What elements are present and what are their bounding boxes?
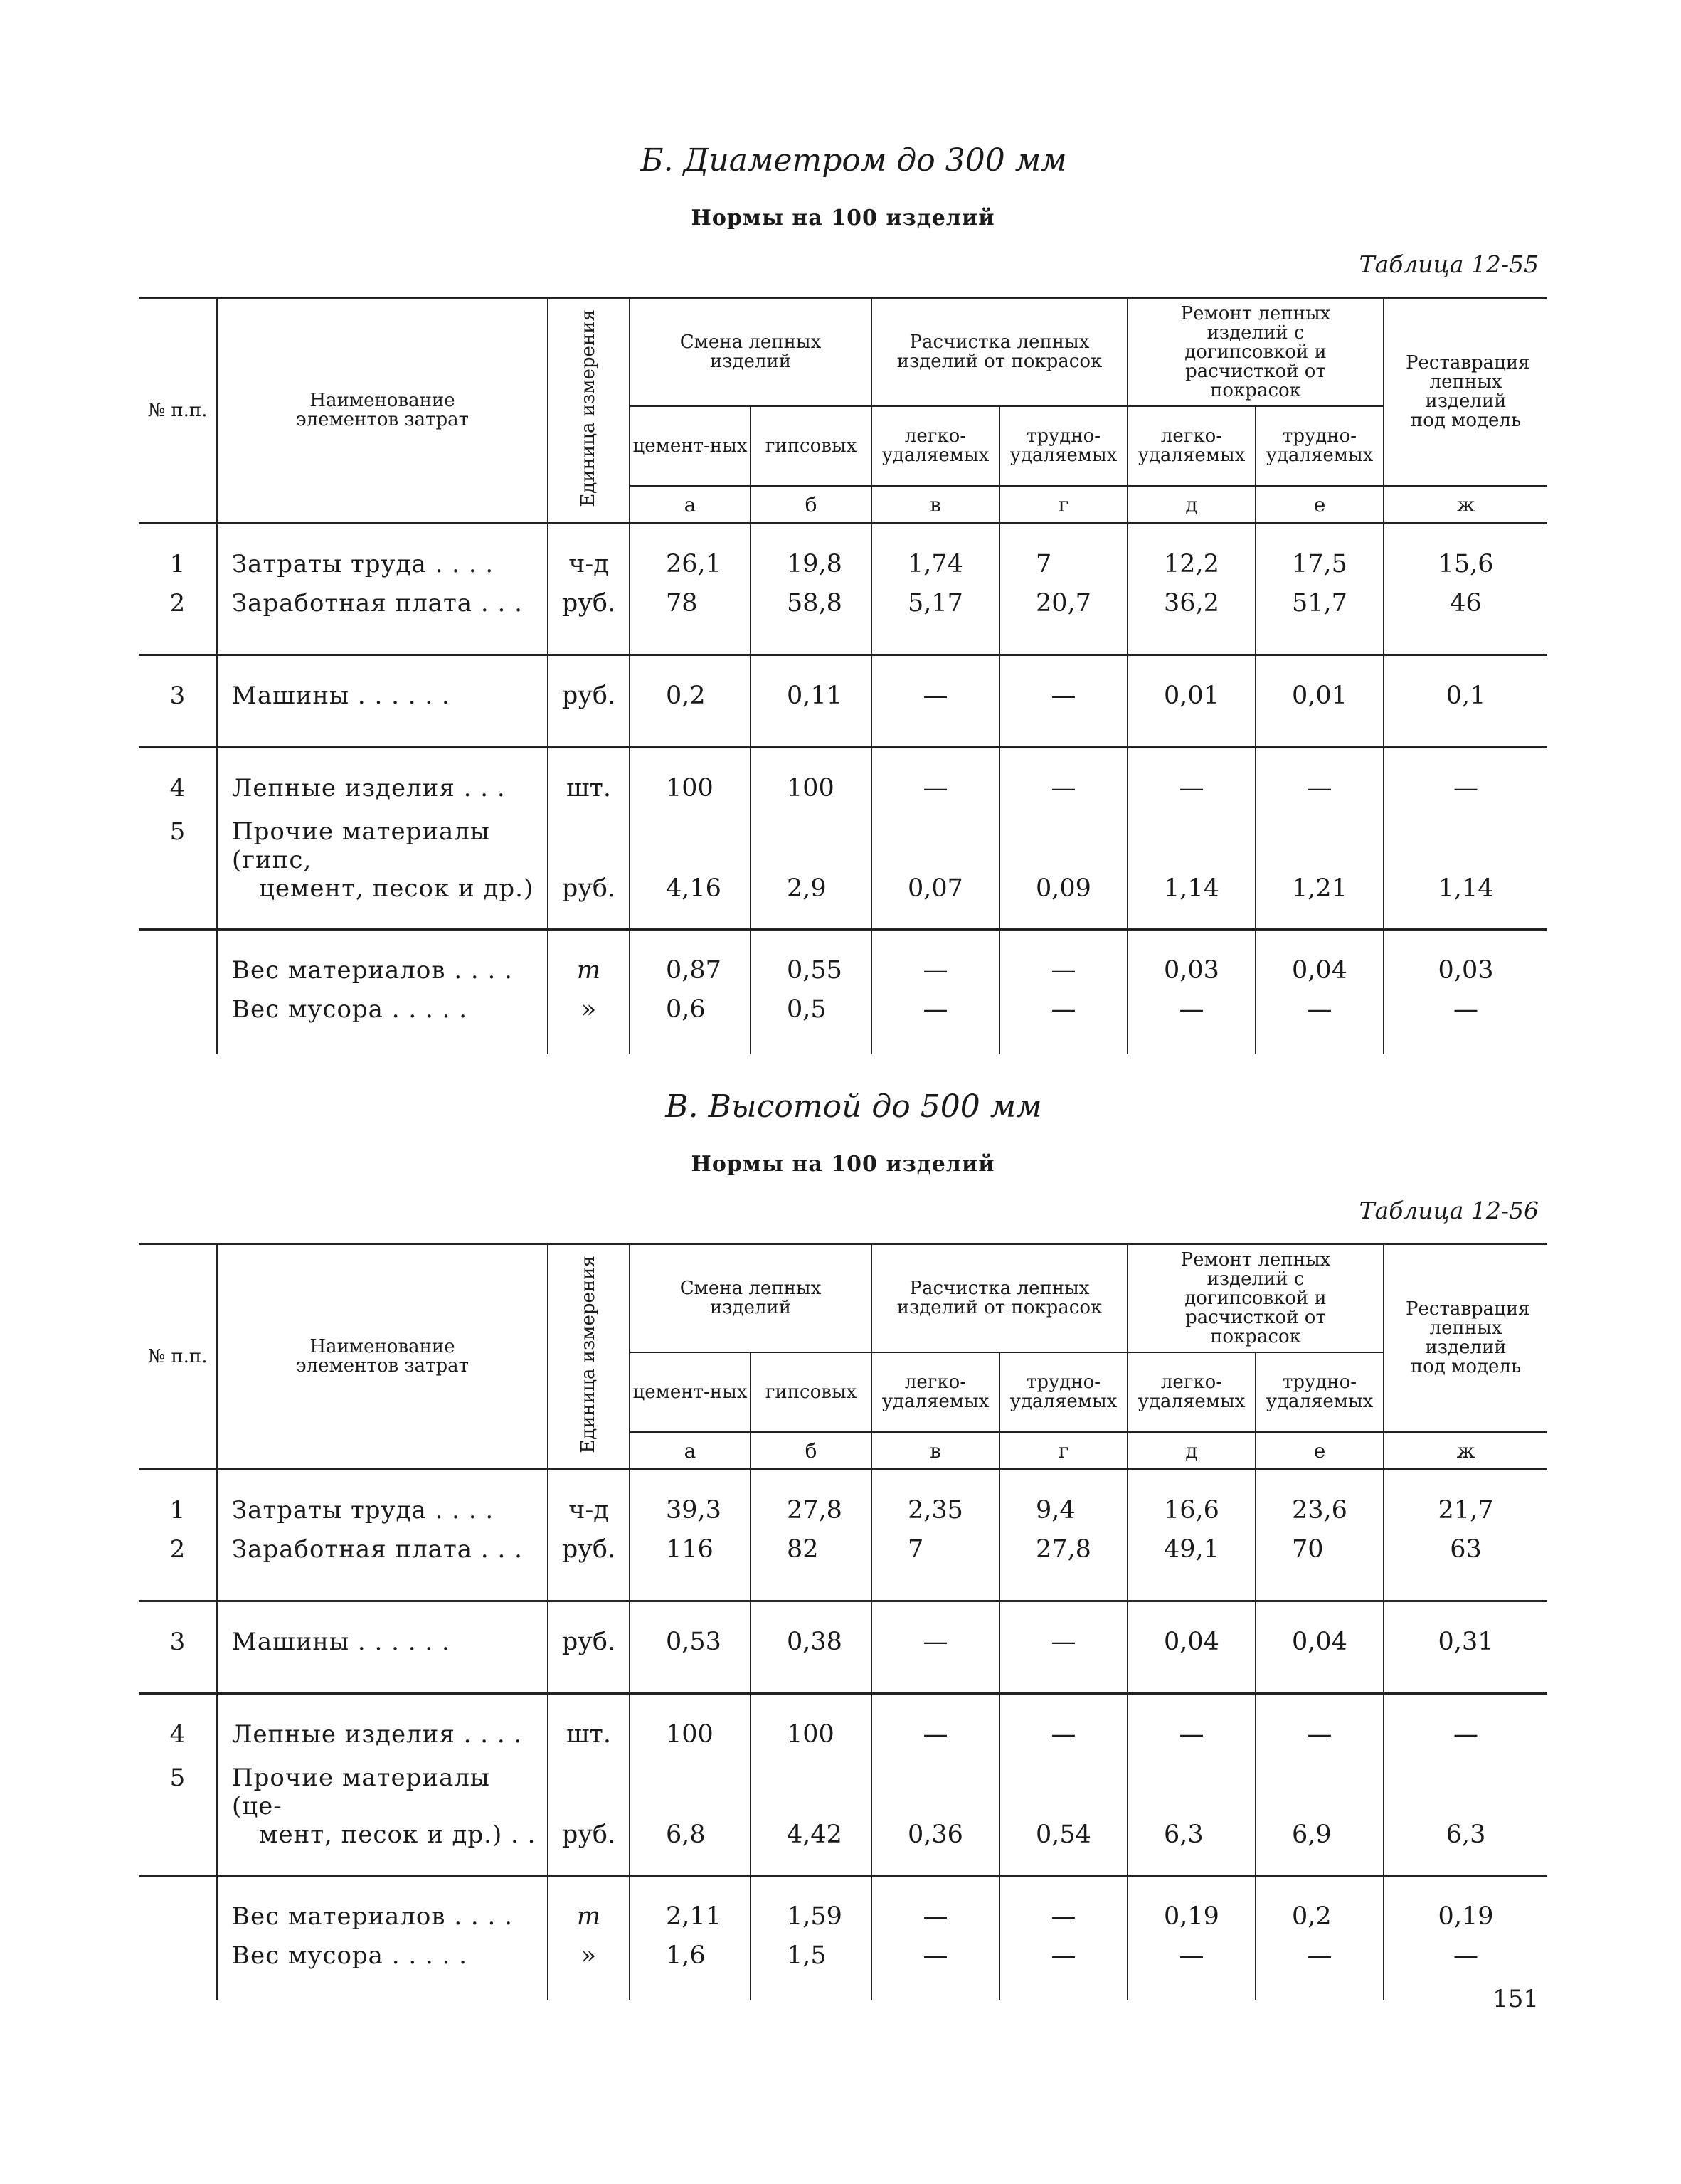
table-number: Таблица 12-56 [1359, 1197, 1539, 1224]
column-letter: ж [1384, 486, 1547, 524]
row-value: — [999, 1694, 1128, 1760]
row-name-line2: мент, песок и др.) . . [259, 1820, 536, 1849]
header-sub-hard: трудно-удаляемых [999, 406, 1128, 486]
row-value: 100 [751, 748, 871, 814]
column-letter: е [1256, 486, 1384, 524]
column-letter: в [871, 1432, 999, 1470]
column-letter: ж [1384, 1432, 1547, 1470]
row-num: 3 [139, 655, 217, 748]
row-value: 7 [871, 1535, 999, 1601]
row-value: 4,42 [751, 1759, 871, 1876]
row-value: 0,6 [630, 995, 751, 1054]
table-row [139, 1470, 1547, 1536]
row-value: 20,7 [999, 589, 1128, 655]
row-value: 0,5 [751, 995, 871, 1054]
row-num: 1 [169, 550, 186, 578]
row-unit: » [548, 995, 630, 1054]
row-value: — [871, 995, 999, 1054]
row-name: Вес материалов . . . . [217, 1876, 548, 1942]
row-value: 6,3 [1128, 1759, 1256, 1876]
row-value: — [871, 1601, 999, 1694]
header-num: № п.п. [139, 1244, 217, 1470]
row-value: 0,53 [630, 1601, 751, 1694]
table-row [139, 524, 1547, 590]
row-value: 100 [630, 1694, 751, 1760]
row-value: 116 [630, 1535, 751, 1601]
header-unit [548, 1244, 630, 1470]
row-value: 4,16 [630, 813, 751, 930]
header-group-clean: Расчистка лепных изделий от покрасок [871, 298, 1128, 407]
column-letter: а [630, 486, 751, 524]
row-value: 0,01 [1128, 655, 1256, 748]
header-group-clean: Расчистка лепных изделий от покрасок [871, 1244, 1128, 1353]
row-value: — [999, 995, 1128, 1054]
row-value: 0,19 [1384, 1876, 1547, 1942]
row-unit: ч-д [548, 1470, 630, 1536]
column-letter: д [1128, 1432, 1256, 1470]
row-value: 0,55 [751, 930, 871, 996]
row-value: — [999, 1876, 1128, 1942]
row-value: 2,35 [871, 1470, 999, 1536]
table-row [139, 813, 1547, 930]
header-sub-easy: легко-удаляемых [1128, 1352, 1256, 1432]
row-value: — [999, 1941, 1128, 2000]
row-value: — [1384, 995, 1547, 1054]
row-unit: шт. [548, 748, 630, 814]
row-name: Лепные изделия . . . [217, 748, 548, 814]
row-name: Вес мусора . . . . . [217, 995, 548, 1054]
row-value: 1,6 [630, 1941, 751, 2000]
row-value: 1,59 [751, 1876, 871, 1942]
header-sub-cement: цемент-ных [630, 1352, 751, 1432]
table-row [139, 1601, 1547, 1694]
header-group-replace: Смена лепных изделий [630, 298, 871, 407]
header-num: № п.п. [139, 298, 217, 524]
table-row [139, 995, 1547, 1054]
row-name: Затраты труда . . . . [217, 524, 548, 590]
row-value: 27,8 [999, 1535, 1128, 1601]
row-value: 49,1 [1128, 1535, 1256, 1601]
row-unit: шт. [548, 1694, 630, 1760]
row-value: — [1256, 995, 1384, 1054]
row-value: 1,21 [1256, 813, 1384, 930]
row-num [139, 1876, 217, 1942]
section-table-12-56 [139, 1088, 1547, 2000]
column-letter: г [999, 1432, 1128, 1470]
table-row [139, 655, 1547, 748]
header-group-repair: Ремонт лепных изделий с догипсовкой и расчисткой от покрасок [1128, 1244, 1384, 1353]
row-value: — [871, 748, 999, 814]
header-sub-hard: трудно-удаляемых [1256, 1352, 1384, 1432]
row-value: 2,11 [630, 1876, 751, 1942]
header-sub-gypsum: гипсовых [751, 406, 871, 486]
row-name: Затраты труда . . . . [217, 1470, 548, 1536]
section-title: Б. Диаметром до 300 мм [640, 142, 1067, 179]
row-name [217, 1759, 548, 1876]
row-value: 0,31 [1384, 1601, 1547, 1694]
row-value: 9,4 [999, 1470, 1128, 1536]
header-sub-hard: трудно-удаляемых [999, 1352, 1128, 1432]
row-name: Вес мусора . . . . . [217, 1941, 548, 2000]
header-sub-gypsum: гипсовых [751, 1352, 871, 1432]
row-value: — [1128, 1694, 1256, 1760]
row-num [139, 995, 217, 1054]
row-num: 3 [139, 1601, 217, 1694]
row-unit: руб. [548, 589, 630, 655]
row-value: — [999, 748, 1128, 814]
row-value: — [999, 930, 1128, 996]
row-unit: руб. [548, 813, 630, 930]
row-name: Вес материалов . . . . [217, 930, 548, 996]
table-row [139, 1876, 1547, 1942]
page-number: 151 [1492, 1985, 1539, 2013]
row-value: 63 [1384, 1535, 1547, 1601]
row-value: 19,8 [751, 524, 871, 590]
section-subtitle: Нормы на 100 изделий [691, 1152, 995, 1177]
row-value: 100 [630, 748, 751, 814]
section-title: В. Высотой до 500 мм [665, 1088, 1042, 1125]
row-value: 0,07 [871, 813, 999, 930]
column-letter: б [751, 486, 871, 524]
row-value: 27,8 [751, 1470, 871, 1536]
row-num: 5 [139, 813, 217, 930]
header-sub-cement: цемент-ных [630, 406, 751, 486]
row-value: — [871, 930, 999, 996]
row-value: 0,03 [1128, 930, 1256, 996]
header-sub-easy: легко-удаляемых [871, 1352, 999, 1432]
row-value: 58,8 [751, 589, 871, 655]
row-value: 16,6 [1128, 1470, 1256, 1536]
header-group-restore: Реставрация лепных изделий под модель [1384, 1244, 1547, 1433]
row-value: 5,17 [871, 589, 999, 655]
row-unit: руб. [548, 1601, 630, 1694]
row-value: — [1384, 1694, 1547, 1760]
header-group-restore: Реставрация лепных изделий под модель [1384, 298, 1547, 487]
row-name [217, 813, 548, 930]
row-num: 2 [139, 1535, 217, 1601]
row-value: — [1256, 1941, 1384, 2000]
column-letter: в [871, 486, 999, 524]
row-value: 6,8 [630, 1759, 751, 1876]
row-value: 6,9 [1256, 1759, 1384, 1876]
row-num: 5 [139, 1759, 217, 1876]
row-value: 23,6 [1256, 1470, 1384, 1536]
row-num: 4 [169, 1720, 186, 1749]
header-sub-easy: легко-удаляемых [871, 406, 999, 486]
row-value: 6,3 [1384, 1759, 1547, 1876]
row-value: 2,9 [751, 813, 871, 930]
row-unit: т [548, 1876, 630, 1942]
row-unit: руб. [548, 655, 630, 748]
table-row [139, 1535, 1547, 1601]
table-row [139, 589, 1547, 655]
table-row [139, 1941, 1547, 2000]
row-num: 1 [169, 1496, 186, 1525]
row-value: 17,5 [1256, 524, 1384, 590]
table-row [139, 1694, 1547, 1760]
row-value: 0,19 [1128, 1876, 1256, 1942]
norms-table [139, 1243, 1547, 2000]
header-name: Наименование элементов затрат [217, 1244, 548, 1470]
column-letter: е [1256, 1432, 1384, 1470]
row-value: — [1128, 1941, 1256, 2000]
section-table-12-55 [139, 142, 1547, 1054]
row-num: 2 [139, 589, 217, 655]
row-value: 1,74 [871, 524, 999, 590]
row-unit: руб. [548, 1535, 630, 1601]
row-name: Лепные изделия . . . . [217, 1694, 548, 1760]
column-letter: д [1128, 486, 1256, 524]
row-value: 0,11 [751, 655, 871, 748]
row-name: Машины . . . . . . [217, 1601, 548, 1694]
row-value: 70 [1256, 1535, 1384, 1601]
header-sub-easy: легко-удаляемых [1128, 406, 1256, 486]
row-value: 0,03 [1384, 930, 1547, 996]
row-value: — [1384, 1941, 1547, 2000]
row-value: 100 [751, 1694, 871, 1760]
row-value: 1,14 [1128, 813, 1256, 930]
row-value: 0,38 [751, 1601, 871, 1694]
row-value: 0,1 [1384, 655, 1547, 748]
header-group-replace: Смена лепных изделий [630, 1244, 871, 1353]
row-value: 0,04 [1256, 1601, 1384, 1694]
row-num [139, 1941, 217, 2000]
row-value: 0,2 [1256, 1876, 1384, 1942]
row-value: — [999, 655, 1128, 748]
row-name-line1: Прочие материалы (це- [232, 1764, 490, 1820]
table-row [139, 1759, 1547, 1876]
row-value: 12,2 [1128, 524, 1256, 590]
column-letter: г [999, 486, 1128, 524]
row-value: 78 [630, 589, 751, 655]
row-value: — [1384, 748, 1547, 814]
header-name: Наименование элементов затрат [217, 298, 548, 524]
table-row [139, 930, 1547, 996]
row-value: 46 [1384, 589, 1547, 655]
row-value: — [1256, 748, 1384, 814]
row-value: 21,7 [1384, 1470, 1547, 1536]
row-value: 0,54 [999, 1759, 1128, 1876]
header-unit-text: Единица измерения [578, 1256, 599, 1453]
row-value: — [871, 655, 999, 748]
row-value: 36,2 [1128, 589, 1256, 655]
row-name: Заработная плата . . . [217, 1535, 548, 1601]
row-unit: т [548, 930, 630, 996]
row-value: 26,1 [630, 524, 751, 590]
row-name-line1: Прочие материалы (гипс, [232, 817, 490, 874]
row-value: — [871, 1941, 999, 2000]
row-value: — [999, 1601, 1128, 1694]
row-value: — [871, 1694, 999, 1760]
row-value: 0,09 [999, 813, 1128, 930]
column-letter: а [630, 1432, 751, 1470]
row-value: 1,5 [751, 1941, 871, 2000]
row-value: 0,01 [1256, 655, 1384, 748]
row-num [139, 930, 217, 996]
header-unit-text: Единица измерения [578, 309, 599, 507]
row-value: 7 [999, 524, 1128, 590]
row-num: 4 [169, 774, 186, 802]
row-value: — [871, 1876, 999, 1942]
row-value: 39,3 [630, 1470, 751, 1536]
row-unit: » [548, 1941, 630, 2000]
row-name: Заработная плата . . . [217, 589, 548, 655]
row-name: Машины . . . . . . [217, 655, 548, 748]
row-value: 15,6 [1384, 524, 1547, 590]
row-unit: ч-д [548, 524, 630, 590]
norms-table [139, 297, 1547, 1054]
row-value: 51,7 [1256, 589, 1384, 655]
header-sub-hard: трудно-удаляемых [1256, 406, 1384, 486]
row-unit: руб. [548, 1759, 630, 1876]
row-value: 0,36 [871, 1759, 999, 1876]
row-value: 82 [751, 1535, 871, 1601]
row-value: 1,14 [1384, 813, 1547, 930]
row-value: — [1128, 748, 1256, 814]
row-value: 0,04 [1128, 1601, 1256, 1694]
row-value: 0,2 [630, 655, 751, 748]
table-number: Таблица 12-55 [1359, 250, 1539, 278]
column-letter: б [751, 1432, 871, 1470]
row-value: — [1256, 1694, 1384, 1760]
row-value: 0,87 [630, 930, 751, 996]
row-name-line2: цемент, песок и др.) [259, 874, 534, 903]
header-unit [548, 298, 630, 524]
header-group-repair: Ремонт лепных изделий с догипсовкой и расчисткой от покрасок [1128, 298, 1384, 407]
section-subtitle: Нормы на 100 изделий [691, 206, 995, 230]
row-value: 0,04 [1256, 930, 1384, 996]
table-row [139, 748, 1547, 814]
row-value: — [1128, 995, 1256, 1054]
